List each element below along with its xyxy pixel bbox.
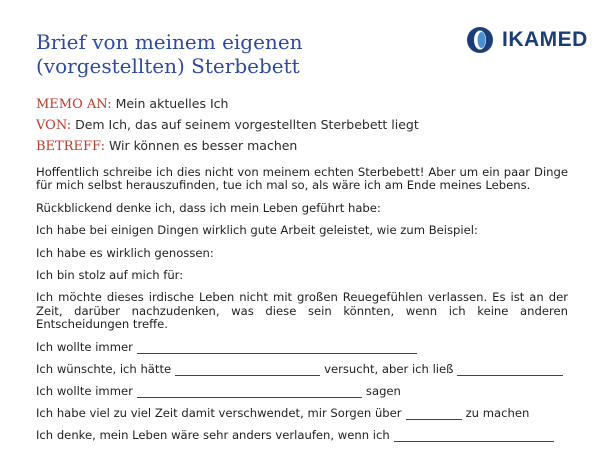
always-wanted-row: [36, 341, 568, 354]
too-much-time-text: Ich habe viel zu viel Zeit damit verschwendet, mir Sorgen über: [36, 405, 402, 420]
regrets-paragraph: Ich möchte dieses irdische Leben nicht mit großen Reuegefühlen verlassen. Es ist an der Zeit, darüber nachzudenken, was diese sein könnten, wenn ich keine anderen Entscheidungen treffe.: [36, 290, 568, 332]
always-wanted-say-row: [36, 385, 568, 398]
memo-header: [36, 93, 576, 156]
too-much-time-row: [36, 407, 568, 420]
title-line-1: Brief von meinem eigenen: [36, 30, 303, 54]
wish-row: [36, 363, 568, 376]
memo-from-row: [36, 114, 576, 135]
different-life-row: [36, 429, 568, 442]
memo-from-label: VON:: [36, 118, 72, 133]
say-blank[interactable]: [137, 386, 362, 398]
wish-prefix-text: Ich wünschte, ich hätte: [36, 361, 172, 376]
page-title: [36, 30, 366, 78]
always-wanted-2-text: Ich wollte immer: [36, 383, 133, 398]
wish-blank-2[interactable]: [457, 364, 563, 376]
always-wanted-text: Ich wollte immer: [36, 339, 133, 354]
looking-back-prompt: Rückblickend denke ich, dass ich mein Leben geführt habe:: [36, 200, 381, 215]
enjoyed-prompt: Ich habe es wirklich genossen:: [36, 245, 214, 260]
different-life-blank[interactable]: [394, 430, 554, 442]
say-text: sagen: [365, 383, 401, 398]
different-life-text: Ich denke, mein Leben wäre sehr anders verlaufen, wenn ich: [36, 427, 390, 442]
memo-to-value: Mein aktuelles Ich: [115, 96, 229, 111]
memo-subject-row: [36, 135, 576, 156]
memo-to-label: MEMO AN:: [36, 97, 112, 112]
good-work-prompt: Ich habe bei einigen Dingen wirklich gute Arbeit geleistet, wie zum Beispiel:: [36, 223, 478, 238]
always-wanted-blank[interactable]: [137, 342, 417, 354]
wish-middle-text: versucht, aber ich ließ: [324, 361, 454, 376]
letter-body: [36, 166, 568, 451]
ikamed-logo-icon: [466, 26, 494, 54]
worry-blank[interactable]: [406, 408, 462, 420]
memo-from-value: Dem Ich, das auf seinem vorgestellten Sterbebett liegt: [75, 117, 419, 132]
intro-paragraph: Hoffentlich schreibe ich dies nicht von meinem echten Sterbebett! Aber um ein paar Dinge für mich selbst herauszufinden, tue ich mal so, als wäre ich am Ende meines Lebens.: [36, 165, 568, 193]
memo-subject-value: Wir können es besser machen: [108, 138, 298, 153]
proud-prompt: Ich bin stolz auf mich für:: [36, 268, 184, 283]
memo-to-row: [36, 93, 576, 114]
logo-text: IKAMED: [502, 28, 588, 51]
title-line-2: (vorgestellten) Sterbebett: [36, 54, 300, 78]
memo-subject-label: BETREFF:: [36, 139, 105, 154]
wish-blank-1[interactable]: [175, 364, 320, 376]
ikamed-logo: [466, 26, 588, 54]
to-make-text: zu machen: [465, 405, 530, 420]
